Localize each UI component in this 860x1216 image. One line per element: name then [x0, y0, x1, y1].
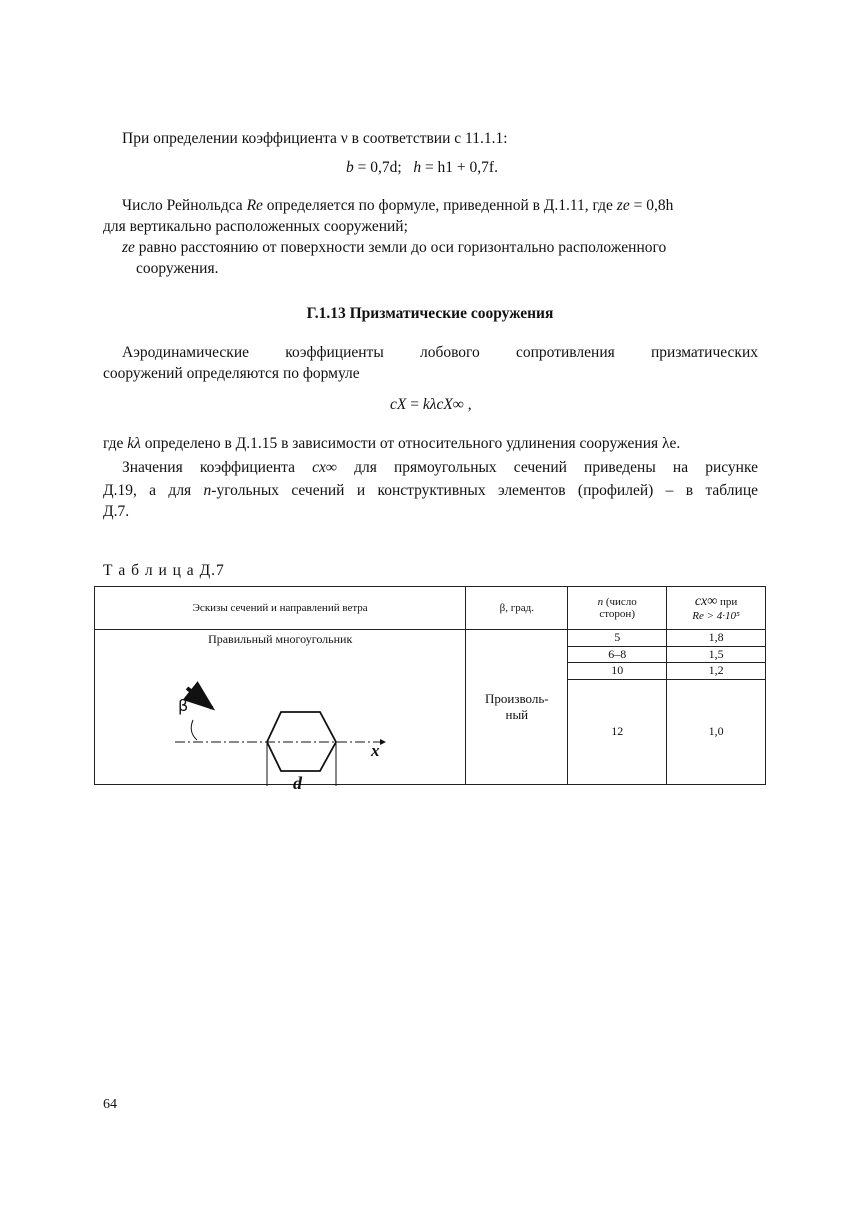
paragraph-aero-line2: сооружений определяются по формуле [103, 365, 360, 382]
text: . [676, 435, 681, 452]
coefficients-table [94, 586, 766, 793]
text: Число Рейнольдса [122, 197, 247, 214]
wind-arrow [187, 688, 212, 708]
ze-symbol: ze [616, 197, 630, 214]
page-number: 64 [103, 1097, 117, 1112]
re-symbol: Re [246, 197, 263, 214]
text: равно расстоянию от поверхности земли до оси горизонтально расположенного [134, 239, 667, 256]
beta-label: β [178, 696, 189, 715]
formula-cx [390, 394, 472, 415]
text: Произволь- [485, 691, 549, 706]
formula-cxinf: cX∞ [436, 396, 464, 413]
cx-inf-symbol: cx∞ [694, 594, 718, 609]
paragraph-ze-line2: сооружения. [136, 260, 219, 277]
re-condition: Re > 4·10⁵ [692, 610, 740, 622]
c-cell: 1,0 [667, 679, 766, 784]
header-beta: β, град. [466, 587, 568, 630]
paragraph-reynolds [122, 195, 758, 216]
n-cell: 6–8 [568, 646, 667, 663]
n-cell: 12 [568, 679, 667, 784]
text: ный [505, 707, 529, 722]
paragraph-values-line2 [103, 480, 758, 501]
header-cx [667, 587, 766, 630]
formula-h-symbol: h [413, 159, 422, 176]
n-symbol: n [203, 482, 212, 499]
section-heading: Г.1.13 Призматические сооружения [306, 305, 554, 322]
formula-cx-lhs: cX [390, 396, 407, 413]
sketch-title: Правильный многоугольник [208, 632, 353, 646]
beta-value-cell [466, 630, 568, 785]
text: (число [603, 596, 637, 608]
formula-tail: , [463, 396, 472, 413]
paragraph-reynolds-line2: для вертикально расположенных сооружений; [103, 218, 408, 235]
header-sketch: Эскизы сечений и направлений ветра [95, 587, 466, 630]
paragraph-ze [122, 237, 758, 258]
header-n [568, 587, 667, 630]
text: для прямоугольных сечений приведены на рисунке [336, 459, 759, 476]
cx-inf-symbol: cx∞ [312, 459, 337, 476]
text: определено в Д.1.15 в зависимости от относительного удлинения сооружения [140, 435, 662, 452]
table-header-row [95, 587, 766, 630]
c-cell: 1,2 [667, 663, 766, 680]
text: где [103, 435, 128, 452]
formula-b-h [346, 157, 498, 178]
table-caption: Т а б л и ц а Д.7 [103, 562, 225, 579]
text: Значения коэффициента [122, 459, 313, 476]
formula-eq: = [406, 396, 423, 413]
text: -угольных сечений и конструктивных элементов (профилей) – в таблице [211, 482, 758, 499]
text: сторон) [599, 608, 635, 620]
paragraph-values-line3: Д.7. [103, 503, 130, 520]
text: определяется по формуле, приведенной в Д.1.11, где [262, 197, 617, 214]
c-cell: 1,5 [667, 646, 766, 663]
x-label: x [371, 741, 380, 760]
formula-b-symbol: b [346, 159, 354, 176]
text: = 0,8h [629, 197, 674, 214]
paragraph-coefficient-nu: При определении коэффициента ν в соответствии с 11.1.1: [122, 130, 508, 147]
beta-arc [191, 720, 197, 740]
paragraph-values-line1 [122, 457, 758, 478]
paragraph-aero-line1: Аэродинамические коэффициенты лобового сопротивления призматических [122, 344, 758, 361]
text: при [717, 596, 738, 608]
text: Д.19, а для [103, 482, 204, 499]
polygon-sketch [95, 648, 467, 786]
n-cell: 10 [568, 663, 667, 680]
formula-b-rhs: = 0,7d; [353, 159, 402, 176]
k-lambda-symbol: kλ [127, 435, 141, 452]
formula-h-rhs: = h1 + 0,7f. [421, 159, 498, 176]
ze-symbol: ze [122, 239, 135, 256]
sketch-cell [95, 630, 466, 793]
n-cell: 5 [568, 630, 667, 647]
d-label: d [293, 773, 302, 793]
table-row [95, 630, 766, 647]
formula-k: kλ [422, 396, 437, 413]
c-cell: 1,8 [667, 630, 766, 647]
lambda-symbol: λe [662, 435, 677, 452]
n-symbol: n [597, 596, 604, 608]
paragraph-k-lambda [103, 433, 680, 454]
